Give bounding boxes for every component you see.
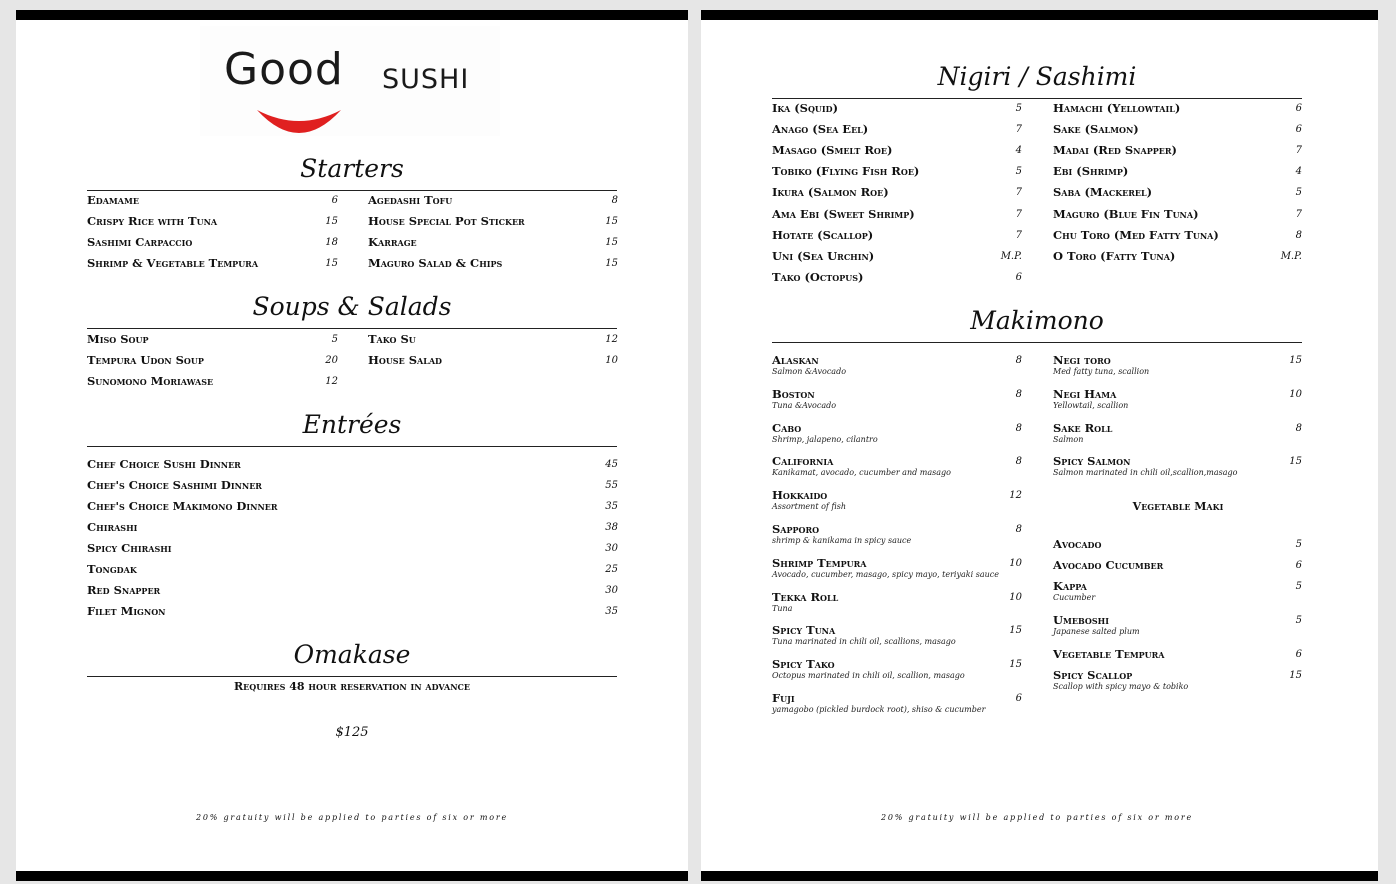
menu-item-price: M.P.	[1280, 250, 1302, 262]
menu-item-name: Fuji	[772, 691, 795, 705]
menu-page-right	[701, 10, 1378, 881]
menu-item-price: 15	[605, 258, 618, 269]
menu-item-description: Octopus marinated in chili oil, scallion, masago	[772, 671, 965, 681]
menu-item-description: Salmon &Avocado	[772, 367, 847, 376]
bottom-border-bar	[16, 871, 688, 881]
menu-item-name: Tako (Octopus)	[772, 269, 864, 284]
menu-item-price: 15	[1289, 456, 1302, 468]
logo-word: Good	[224, 44, 344, 95]
menu-item-name: Ama Ebi (Sweet Shrimp)	[772, 206, 915, 221]
menu-item-name: Cabo	[772, 420, 802, 435]
menu-item-name: Maguro (Blue Fin Tuna)	[1053, 206, 1199, 221]
menu-item-price: 6	[1295, 649, 1302, 660]
menu-item-description: Med fatty tuna, scallion	[1053, 367, 1150, 376]
menu-item-name: Tako Su	[368, 332, 416, 346]
menu-item-description: Cucumber	[1053, 593, 1096, 602]
menu-item-name: Miso Soup	[87, 332, 149, 346]
menu-item-name: Saba (Mackerel)	[1053, 185, 1153, 200]
menu-item-price: 12	[605, 334, 618, 345]
menu-item-description: yamagobo (pickled burdock root), shiso & cucumber	[772, 705, 986, 714]
menu-item-name: Hokkaido	[772, 488, 828, 503]
menu-item-price: 7	[1015, 124, 1022, 136]
menu-item-price: 6	[1295, 560, 1302, 571]
makimono-title: Makimono	[970, 306, 1104, 335]
menu-item-price: 12	[1009, 490, 1022, 502]
menu-item-description: Salmon	[1053, 434, 1084, 444]
menu-item-price: 5	[1295, 615, 1302, 626]
menu-item-description: Salmon marinated in chili oil,scallion,masago	[1053, 468, 1238, 478]
menu-item-name: Sapporo	[772, 522, 820, 536]
menu-item-name: Ikura (Salmon Roe)	[772, 185, 889, 200]
menu-item-price: 18	[325, 237, 338, 248]
menu-item-name: Maguro Salad & Chips	[368, 256, 503, 270]
menu-item-name: Spicy Tuna	[772, 623, 836, 638]
menu-item-name: Sunomono Moriawase	[87, 374, 214, 388]
menu-page-left	[16, 10, 688, 881]
menu-item-description: Shrimp, jalapeno, cilantro	[772, 434, 878, 444]
vegetable-maki-title: Vegetable Maki	[1132, 500, 1224, 513]
menu-item-name: Chu Toro (Med Fatty Tuna)	[1053, 227, 1219, 242]
menu-item-price: 10	[1289, 388, 1302, 400]
menu-item-price: 5	[1295, 187, 1302, 199]
menu-item-price: 10	[1009, 557, 1022, 569]
menu-item-price: 30	[605, 585, 618, 596]
menu-item-price: 5	[331, 334, 338, 345]
menu-item-name: Kappa	[1053, 579, 1087, 593]
menu-item-name: Masago (Smelt Roe)	[772, 143, 893, 158]
menu-item-name: Sashimi Carpaccio	[87, 235, 193, 249]
menu-item-name: Avocado	[1053, 537, 1102, 551]
menu-item-name: Umeboshi	[1053, 613, 1109, 627]
menu-item-price: 5	[1295, 539, 1302, 550]
menu-item-name: Hotate (Scallop)	[772, 227, 874, 242]
menu-item-price: 8	[1295, 422, 1302, 434]
menu-item-description: Scallop with spicy mayo & tobiko	[1053, 682, 1189, 691]
menu-item-price: 15	[325, 258, 338, 269]
nigiri-title: Nigiri / Sashimi	[937, 62, 1137, 91]
restaurant-logo	[200, 26, 500, 136]
menu-item-name: Crispy Rice with Tuna	[87, 214, 218, 228]
menu-item-price: 8	[611, 195, 618, 206]
menu-item-name: Uni (Sea Urchin)	[772, 248, 875, 263]
logo-subword: SUSHI	[382, 64, 470, 95]
omakase-note: Requires 48 hour reservation in advance	[233, 680, 470, 693]
menu-item-name: Edamame	[87, 193, 139, 207]
menu-item-price: 4	[1295, 166, 1302, 178]
soups-title: Soups & Salads	[252, 292, 452, 321]
menu-item-name: Tobiko (Flying Fish Roe)	[772, 164, 920, 179]
menu-item-description: Tuna &Avocado	[772, 400, 837, 410]
menu-item-name: Tekka Roll	[772, 589, 839, 604]
gratuity-footnote: 20% gratuity will be applied to parties of six or more	[880, 813, 1194, 822]
menu-item-price: 38	[605, 522, 618, 533]
menu-item-description: Tuna	[772, 603, 793, 613]
menu-item-name: House Salad	[368, 353, 442, 367]
menu-item-name: Spicy Scallop	[1053, 668, 1133, 682]
menu-item-price: 35	[605, 501, 618, 512]
menu-item-name: Spicy Salmon	[1053, 454, 1131, 469]
menu-item-price: 35	[605, 606, 618, 617]
menu-item-name: Sake Roll	[1053, 420, 1113, 435]
menu-item-name: Agedashi Tofu	[368, 193, 453, 207]
menu-item-price: 45	[605, 459, 618, 470]
menu-item-price: 12	[325, 376, 338, 387]
menu-item-price: 5	[1015, 103, 1022, 114]
menu-item-price: 15	[1289, 355, 1302, 366]
menu-item-name: Karrage	[368, 235, 417, 249]
menu-item-price: 25	[605, 564, 618, 575]
menu-item-name: Alaskan	[772, 353, 819, 367]
menu-item-name: Madai (Red Snapper)	[1053, 143, 1177, 158]
menu-item-name: Ebi (Shrimp)	[1053, 164, 1129, 179]
menu-item-price: M.P.	[1000, 250, 1022, 262]
omakase-price: $125	[335, 725, 369, 740]
menu-item-name: Vegetable Tempura	[1053, 647, 1165, 661]
section-rule	[87, 190, 617, 191]
menu-item-price: 8	[1015, 456, 1022, 468]
menu-item-price: 6	[1295, 103, 1302, 114]
menu-item-price: 10	[1009, 591, 1022, 603]
menu-item-price: 8	[1015, 355, 1022, 366]
section-rule	[87, 676, 617, 677]
menu-item-name: Chef's Choice Sashimi Dinner	[87, 478, 262, 492]
menu-item-price: 8	[1295, 229, 1302, 241]
menu-item-name: Anago (Sea Eel)	[772, 122, 869, 137]
menu-item-price: 8	[1015, 388, 1022, 400]
menu-item-name: Negi Hama	[1053, 386, 1117, 401]
menu-item-name: California	[772, 454, 834, 469]
menu-item-name: Chirashi	[87, 520, 138, 534]
menu-item-price: 15	[1009, 659, 1022, 671]
menu-item-name: Tongdak	[87, 562, 137, 576]
menu-item-description: Avocado, cucumber, masago, spicy mayo, teriyaki sauce	[772, 569, 999, 579]
menu-item-name: Avocado Cucumber	[1053, 558, 1164, 572]
section-rule	[772, 342, 1302, 343]
menu-item-name: Ika (Squid)	[772, 101, 839, 115]
menu-item-name: Shrimp Tempura	[772, 555, 867, 570]
menu-item-name: Spicy Chirashi	[87, 541, 172, 555]
menu-item-name: Chef's Choice Makimono Dinner	[87, 499, 278, 513]
entrees-title: Entrées	[302, 410, 402, 439]
menu-item-price: 15	[605, 216, 618, 227]
menu-item-price: 6	[1015, 271, 1022, 283]
bottom-border-bar	[701, 871, 1378, 881]
section-rule	[87, 328, 617, 329]
section-rule	[772, 98, 1302, 99]
menu-item-price: 5	[1295, 581, 1302, 592]
menu-item-description: shrimp & kanikama in spicy sauce	[772, 536, 912, 545]
menu-item-name: Hamachi (Yellowtail)	[1053, 101, 1181, 115]
top-border-bar	[701, 10, 1378, 20]
menu-item-price: 7	[1015, 208, 1022, 220]
omakase-title: Omakase	[293, 640, 411, 669]
menu-item-name: Shrimp & Vegetable Tempura	[87, 256, 259, 270]
menu-item-price: 4	[1015, 145, 1022, 157]
menu-item-name: Filet Mignon	[87, 604, 166, 618]
menu-item-price: 15	[605, 237, 618, 248]
menu-item-price: 8	[1015, 422, 1022, 434]
menu-item-name: Spicy Tako	[772, 657, 835, 672]
menu-item-price: 15	[1289, 670, 1302, 681]
menu-item-name: Negi toro	[1053, 353, 1111, 367]
menu-item-price: 5	[1015, 166, 1022, 178]
smile-icon	[254, 106, 344, 138]
gratuity-footnote: 20% gratuity will be applied to parties of six or more	[195, 813, 509, 822]
menu-item-price: 15	[325, 216, 338, 227]
menu-item-price: 10	[605, 355, 618, 366]
menu-item-name: Boston	[772, 386, 815, 401]
menu-item-description: Japanese salted plum	[1053, 627, 1140, 636]
menu-item-price: 6	[1295, 124, 1302, 136]
menu-item-description: Tuna marinated in chili oil, scallions, masago	[772, 637, 956, 647]
menu-item-description: Yellowtail, scallion	[1053, 400, 1129, 410]
menu-item-price: 55	[605, 480, 618, 491]
menu-item-name: Tempura Udon Soup	[87, 353, 204, 367]
starters-title: Starters	[300, 154, 404, 183]
menu-item-description: Kanikamat, avocado, cucumber and masago	[772, 468, 951, 478]
menu-item-name: Chef Choice Sushi Dinner	[87, 457, 241, 471]
menu-item-price: 6	[1015, 693, 1022, 704]
menu-item-description: Assortment of fish	[772, 502, 846, 512]
menu-item-price: 8	[1015, 524, 1022, 535]
section-rule	[87, 446, 617, 447]
menu-item-price: 15	[1009, 625, 1022, 637]
menu-item-price: 20	[325, 355, 338, 366]
menu-item-price: 7	[1015, 187, 1022, 199]
menu-item-name: Red Snapper	[87, 583, 161, 597]
menu-item-price: 30	[605, 543, 618, 554]
menu-item-name: O Toro (Fatty Tuna)	[1053, 248, 1176, 263]
menu-item-price: 7	[1295, 208, 1302, 220]
menu-item-price: 7	[1015, 229, 1022, 241]
top-border-bar	[16, 10, 688, 20]
menu-item-price: 6	[331, 195, 338, 206]
menu-item-price: 7	[1295, 145, 1302, 157]
menu-item-name: Sake (Salmon)	[1053, 122, 1139, 137]
menu-item-name: House Special Pot Sticker	[368, 214, 525, 228]
